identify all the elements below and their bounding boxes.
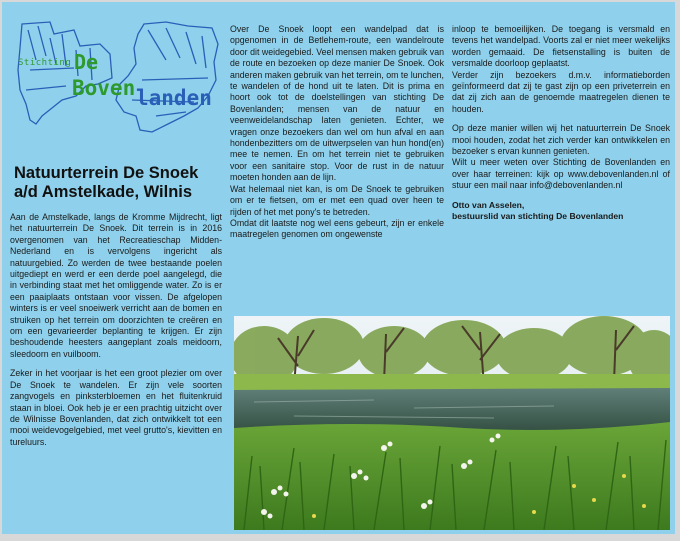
paragraph: Aan de Amstelkade, langs de Kromme Mijdrecht, ligt het natuurterrein De Snoek. Dit terrein is in 2016 overgenomen van het Recreatieschap Midden-Nederland en is vervolgens ingericht als natuurgebied. Zo werden de twee bestaande poelen uitgediept en werd er een derde poel aangelegd, die in verbinding staat met het omliggende water. Zo is er een paaiplaats ontstaan voor vissen. De afgelopen winters is er veel snoeiwerk verricht aan de bomen en struiken op het terrein om doorzichten te creëren en om een gevarieerder beplanting te krijgen. Er zijn beshoudende heesters aangeplant zoals meidoorn, sleedoorn en vuilboom. (10, 212, 222, 359)
logo-boven: Boven (72, 76, 136, 100)
article-column-2 (230, 24, 444, 249)
logo-landen: landen (136, 86, 212, 110)
paragraph: Zeker in het voorjaar is het een groot plezier om over De Snoek te wandelen. Er zijn vele soorten zangvogels en pinksterbloemen en het fluitenkruid staan in bloei. Ook heb je er een prachtig uitzicht over de Wilnisse Bovenlanden, dat zich ontwikkelt tot een mooi weidevogelgebied, met veel grutto's, kievitten en tureluurs. (10, 368, 222, 447)
paragraph: Over De Snoek loopt een wandelpad dat is opgenomen in de Betlehem-route, een wandelroute door dit weidegebied. Veel mensen maken gebruik van de route en bezoeken op deze manier De Snoek. Ook anderen maken gebruik van het terrein, om te lunchen, te wandelen of de hond uit te laten. Dit is prima en hoort ook tot de doelstellingen van stichting De Bovenlanden; mensen van de natuur en veenweidelandschap laten genieten. Echter, we vragen onze bezoekers dan wel om hun afval en aan hondenbezitters om de uitwerpselen van hun hond(en) mee te nemen. En om het terrein niet te gebruiken voor een sanitaire stop. Voor de rust in de natuur moeten honden aan de lijn. (230, 24, 444, 183)
paragraph: Wilt u meer weten over Stichting de Bovenlanden en over haar terreinen: kijk op www.debovenlanden.nl of stuur een mail naar info@debovenlanden.nl (452, 157, 670, 191)
paragraph: Omdat dit laatste nog wel eens gebeurt, zijn er enkele maatregelen genomen om ongewenste (230, 217, 444, 240)
newsletter-page (2, 2, 675, 534)
bovenlanden-logo (16, 20, 221, 140)
article-column-1 (10, 212, 222, 456)
paragraph: Op deze manier willen wij het natuurterrein De Snoek mooi houden, zodat het zich verder kan ontwikkelen en bezoeker s ervan kunnen genieten. (452, 123, 670, 157)
author-role: bestuurslid van stichting De Bovenlanden (452, 211, 624, 222)
title-line-2: a/d Amstelkade, Wilnis (14, 183, 193, 201)
article-column-3 (452, 24, 670, 223)
nature-photo (234, 316, 670, 530)
logo-de: De (74, 50, 99, 74)
paragraph: inloop te bemoeilijken. De toegang is versmald en tevens het wandelpad. Voorts zal er niet meer wekelijks worden gemaaid. De fietsenstalling is buiten de versmalde doorloop geplaatst. (452, 24, 670, 69)
paragraph: Wat helemaal niet kan, is om De Snoek te gebruiken om er te fietsen, om er met een quad over heen te rijden of het met pony's te betreden. (230, 183, 444, 217)
author-name: Otto van Asselen, (452, 199, 525, 210)
title-line-1: Natuurterrein De Snoek (14, 164, 199, 182)
paragraph: Verder zijn bezoekers d.m.v. informatieborden geïnformeerd dat zij te gast zijn op een priveterrein en dat zij zich aan de genoemde maatregelen dienen te houden. (452, 69, 670, 114)
logo-stichting: Stichting (18, 58, 72, 68)
article-title (14, 164, 226, 202)
